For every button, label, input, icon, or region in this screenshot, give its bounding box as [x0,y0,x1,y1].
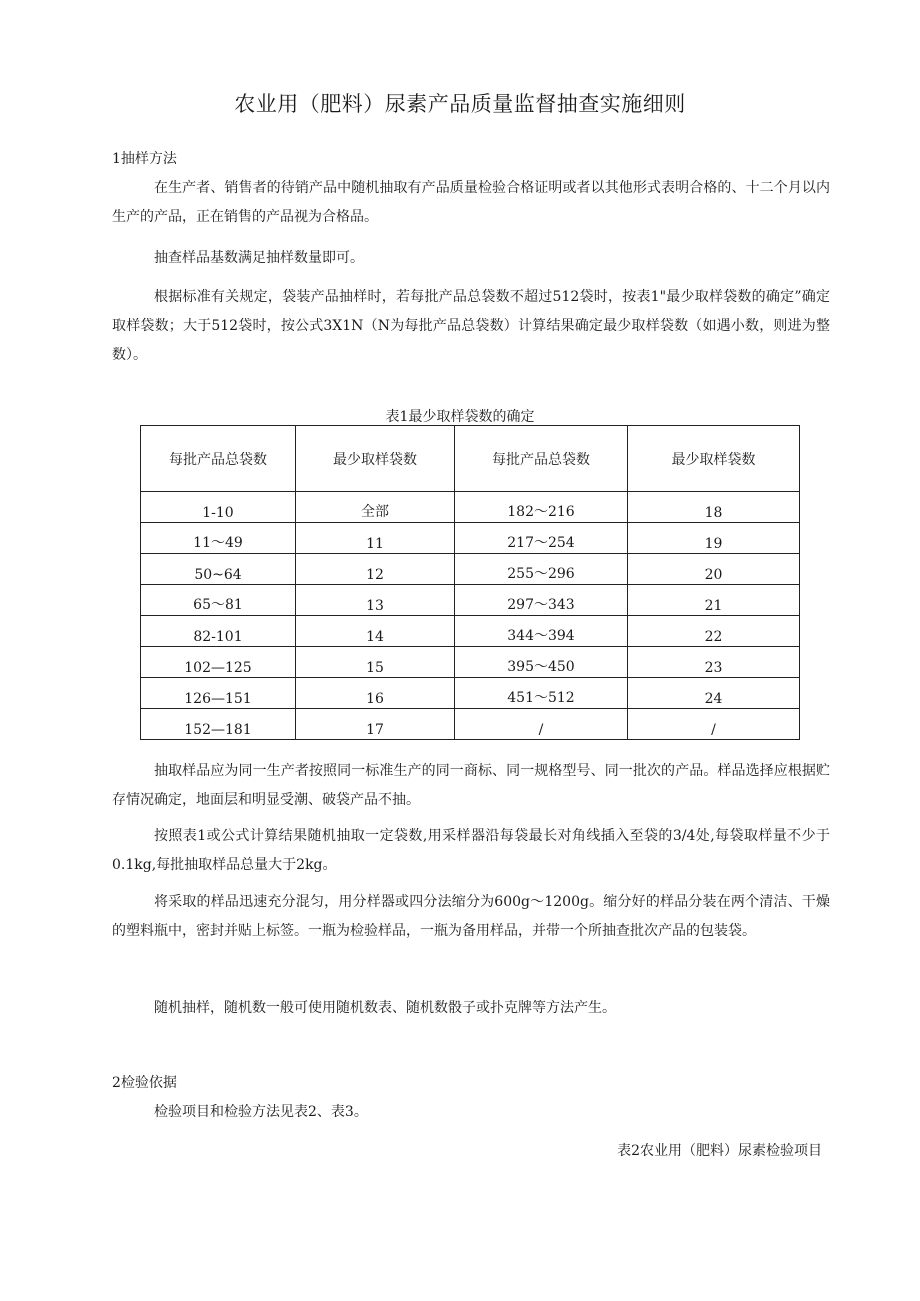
table-row [141,616,800,647]
table-cell: 21 [628,585,800,616]
table-cell: 13 [296,585,455,616]
table-cell: 12 [296,554,455,585]
table-cell: 1-10 [141,492,296,523]
paragraph-3: 根据标准有关规定，袋装产品抽样时，若每批产品总袋数不超过512袋时，按表1"最少取样袋数的确定”确定取样袋数；大于512袋时，按公式3X1N（N为每批产品总袋数）计算结果确定最少取样袋数（如遇小数，则进为整数）。 [112,289,830,363]
table-cell: 22 [628,616,800,647]
page-title: 农业用（肥料）尿素产品质量监督抽查实施细则 [234,92,686,116]
paragraph-5: 按照表1或公式计算结果随机抽取一定袋数,用采样器沿每袋最长对角线插入至袋的3/4处,每袋取样量不少于0.1kg,每批抽取样品总量大于2kg。 [112,828,830,873]
table-cell: 102—125 [141,647,296,678]
table-cell: 65～81 [141,585,296,616]
table-cell: 451～512 [455,678,628,709]
paragraph-8: 检验项目和检验方法见表2、表3。 [154,1104,368,1120]
table-2-caption: 表2农业用（肥料）尿素检验项目 [617,1143,822,1159]
table-header-row [141,426,800,492]
table-cell: 11 [296,523,455,554]
table-row [141,585,800,616]
section-1-heading: 1抽样方法 [112,151,177,167]
table-cell: 217～254 [455,523,628,554]
table-cell: 19 [628,523,800,554]
table-row [141,647,800,678]
table-cell: 395～450 [455,647,628,678]
table-cell: 15 [296,647,455,678]
table-cell: 152—181 [141,709,296,740]
table-row [141,678,800,709]
table-cell: 16 [296,678,455,709]
table-cell: 50~64 [141,554,296,585]
table-cell: 255～296 [455,554,628,585]
table-cell: / [628,709,800,740]
table-cell: 17 [296,709,455,740]
table-cell: 18 [628,492,800,523]
table-cell: 全部 [296,492,455,523]
paragraph-6: 将采取的样品迅速充分混匀，用分样器或四分法缩分为600g～1200g。缩分好的样品分装在两个清洁、干燥的塑料瓶中，密封并贴上标签。一瓶为检验样品，一瓶为备用样品，并带一个所抽查批次产品的包装袋。 [112,894,830,939]
table-1-caption: 表1最少取样袋数的确定 [385,409,535,425]
table-cell: 182～216 [455,492,628,523]
table-header-cell: 最少取样袋数 [628,426,800,492]
paragraph-7: 随机抽样，随机数一般可使用随机数表、随机数骰子或扑克牌等方法产生。 [154,1000,616,1016]
section-2-heading: 2检验依据 [112,1075,177,1091]
table-cell: 11～49 [141,523,296,554]
table-cell: 297～343 [455,585,628,616]
table-cell: / [455,709,628,740]
table-cell: 24 [628,678,800,709]
table-row [141,554,800,585]
table-cell: 23 [628,647,800,678]
table-header-cell: 每批产品总袋数 [455,426,628,492]
paragraph-2: 抽查样品基数满足抽样数量即可。 [154,250,364,266]
paragraph-1: 在生产者、销售者的待销产品中随机抽取有产品质量检验合格证明或者以其他形式表明合格的、十二个月以内生产的产品，正在销售的产品视为合格品。 [112,180,830,225]
paragraph-4: 抽取样品应为同一生产者按照同一标准生产的同一商标、同一规格型号、同一批次的产品。样品选择应根据贮存情况确定，地面层和明显受潮、破袋产品不抽。 [112,763,830,808]
table-row [141,709,800,740]
table-cell: 82-101 [141,616,296,647]
table-header-cell: 最少取样袋数 [296,426,455,492]
table-cell: 20 [628,554,800,585]
table-row [141,523,800,554]
table-header-cell: 每批产品总袋数 [141,426,296,492]
table-cell: 14 [296,616,455,647]
table-cell: 126—151 [141,678,296,709]
sample-size-table [140,425,800,740]
table-cell: 344～394 [455,616,628,647]
table-row [141,492,800,523]
